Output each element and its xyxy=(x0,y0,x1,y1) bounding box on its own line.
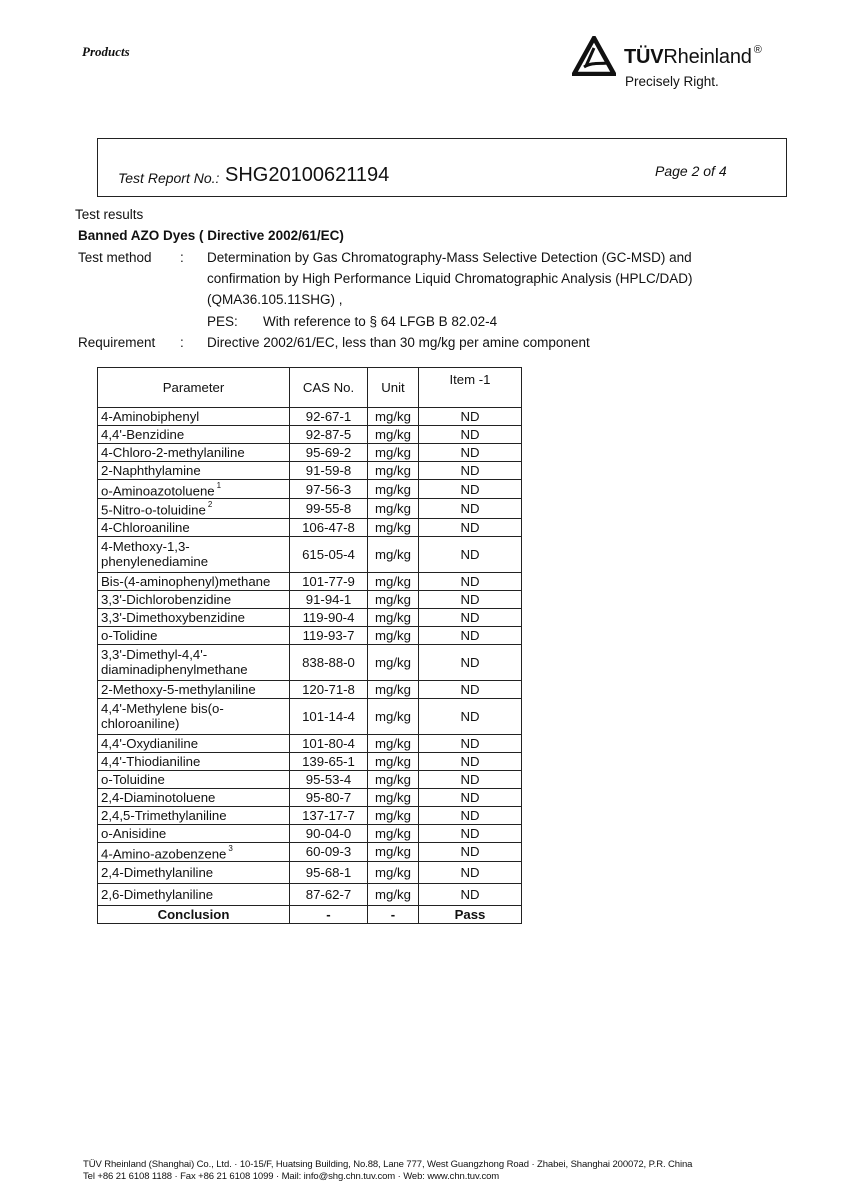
requirement-separator: : xyxy=(180,335,184,350)
table-row xyxy=(98,408,522,426)
cas-number-cell: 99-55-8 xyxy=(290,499,368,518)
parameter-cell xyxy=(98,644,290,680)
cas-number-cell: 92-67-1 xyxy=(290,408,368,426)
unit-cell: mg/kg xyxy=(368,806,419,824)
result-cell: ND xyxy=(419,608,522,626)
table-row xyxy=(98,680,522,698)
result-cell: ND xyxy=(419,752,522,770)
pes-text: With reference to § 64 LFGB B 82.02-4 xyxy=(263,314,498,329)
cas-number-cell: 60-09-3 xyxy=(290,842,368,861)
conclusion-label: Conclusion xyxy=(98,906,290,924)
parameter-name: 2,6-Dimethylaniline xyxy=(101,887,214,903)
cas-number-cell: 91-94-1 xyxy=(290,590,368,608)
brand-bold: TÜV xyxy=(624,46,664,68)
unit-cell: mg/kg xyxy=(368,788,419,806)
parameter-name: Bis-(4-aminophenyl)methane xyxy=(101,573,271,589)
section-subheading: Banned AZO Dyes ( Directive 2002/61/EC) xyxy=(78,228,344,243)
result-cell: ND xyxy=(419,536,522,572)
result-cell: ND xyxy=(419,770,522,788)
parameter-cell xyxy=(98,788,290,806)
table-row xyxy=(98,788,522,806)
brand-name xyxy=(624,46,762,69)
result-cell: ND xyxy=(419,408,522,426)
cas-number-cell: 95-53-4 xyxy=(290,770,368,788)
report-number: SHG20100621194 xyxy=(225,164,390,186)
result-cell: ND xyxy=(419,480,522,499)
parameter-name: o-Toluidine xyxy=(101,771,165,787)
footer-address: TÜV Rheinland (Shanghai) Co., Ltd. · 10-15/F, Huatsing Building, No.88, Lane 777, West Guangzhong Road · Zhabei, Shanghai 200072, P.R. China xyxy=(83,1159,693,1170)
parameter-name: o-Aminoazotoluene xyxy=(101,483,215,499)
parameter-name: 2,4,5-Trimethylaniline xyxy=(101,807,227,823)
result-cell: ND xyxy=(419,518,522,536)
parameter-cell xyxy=(98,444,290,462)
cas-number-cell: 139-65-1 xyxy=(290,752,368,770)
unit-cell: mg/kg xyxy=(368,408,419,426)
unit-cell: mg/kg xyxy=(368,462,419,480)
report-number-label: Test Report No.: xyxy=(118,170,220,186)
table-row xyxy=(98,608,522,626)
column-header-item: Item -1 xyxy=(419,368,522,408)
parameter-cell xyxy=(98,752,290,770)
parameter-cell xyxy=(98,626,290,644)
brand-tagline: Precisely Right. xyxy=(625,74,719,89)
result-cell: ND xyxy=(419,680,522,698)
parameter-name: 4-Methoxy-1,3-phenylenediamine xyxy=(101,539,209,570)
parameter-cell xyxy=(98,884,290,906)
table-header-row xyxy=(98,368,522,408)
table-row xyxy=(98,770,522,788)
requirement-label: Requirement xyxy=(78,335,156,350)
unit-cell: mg/kg xyxy=(368,842,419,861)
table-row xyxy=(98,462,522,480)
cas-number-cell: 91-59-8 xyxy=(290,462,368,480)
parameter-cell xyxy=(98,572,290,590)
unit-cell: mg/kg xyxy=(368,444,419,462)
table-row xyxy=(98,752,522,770)
parameter-name: 4,4'-Thiodianiline xyxy=(101,753,201,769)
table-row xyxy=(98,824,522,842)
table-row xyxy=(98,626,522,644)
cas-number-cell: 106-47-8 xyxy=(290,518,368,536)
cas-number-cell: 615-05-4 xyxy=(290,536,368,572)
result-cell: ND xyxy=(419,572,522,590)
cas-number-cell: 101-77-9 xyxy=(290,572,368,590)
table-row xyxy=(98,499,522,518)
parameter-name: 2-Methoxy-5-methylaniline xyxy=(101,681,256,697)
unit-cell: mg/kg xyxy=(368,518,419,536)
parameter-cell xyxy=(98,499,290,518)
unit-cell: mg/kg xyxy=(368,572,419,590)
footnote-marker: 2 xyxy=(207,500,213,510)
result-cell: ND xyxy=(419,626,522,644)
unit-cell: mg/kg xyxy=(368,608,419,626)
parameter-name: 4-Chloroaniline xyxy=(101,519,190,535)
result-cell: ND xyxy=(419,884,522,906)
column-header-unit: Unit xyxy=(368,368,419,408)
result-cell: ND xyxy=(419,698,522,734)
footnote-marker: 3 xyxy=(228,843,233,853)
page-indicator: Page 2 of 4 xyxy=(655,163,727,179)
parameter-name: o-Anisidine xyxy=(101,825,167,841)
parameter-name: o-Tolidine xyxy=(101,627,158,643)
test-method-label: Test method xyxy=(78,250,152,265)
table-row xyxy=(98,480,522,499)
result-cell: ND xyxy=(419,734,522,752)
result-cell: ND xyxy=(419,644,522,680)
conclusion-cas: - xyxy=(290,906,368,924)
table-row xyxy=(98,590,522,608)
registered-mark: ® xyxy=(753,44,762,56)
unit-cell: mg/kg xyxy=(368,480,419,499)
cas-number-cell: 95-80-7 xyxy=(290,788,368,806)
cas-number-cell: 137-17-7 xyxy=(290,806,368,824)
cas-number-cell: 101-14-4 xyxy=(290,698,368,734)
parameter-name: 4-Amino-azobenzene xyxy=(101,846,227,862)
unit-cell: mg/kg xyxy=(368,884,419,906)
cas-number-cell: 120-71-8 xyxy=(290,680,368,698)
unit-cell: mg/kg xyxy=(368,499,419,518)
parameter-cell xyxy=(98,608,290,626)
parameter-cell xyxy=(98,824,290,842)
unit-cell: mg/kg xyxy=(368,644,419,680)
cas-number-cell: 101-80-4 xyxy=(290,734,368,752)
parameter-name: 4,4'-Benzidine xyxy=(101,427,185,442)
test-method-separator: : xyxy=(180,250,184,265)
table-row xyxy=(98,698,522,734)
parameter-name: 3,3'-Dimethoxybenzidine xyxy=(101,609,245,625)
unit-cell: mg/kg xyxy=(368,536,419,572)
parameter-cell xyxy=(98,842,290,861)
unit-cell: mg/kg xyxy=(368,752,419,770)
parameter-name: 4,4'-Methylene bis(o-chloroaniline) xyxy=(101,701,224,732)
cas-number-cell: 87-62-7 xyxy=(290,884,368,906)
footnote-marker: 1 xyxy=(216,481,222,490)
parameter-cell xyxy=(98,408,290,426)
parameter-name: 2,4-Dimethylaniline xyxy=(101,865,214,881)
result-cell: ND xyxy=(419,426,522,444)
unit-cell: mg/kg xyxy=(368,626,419,644)
unit-cell: mg/kg xyxy=(368,590,419,608)
table-row xyxy=(98,572,522,590)
brand-rest: Rheinland xyxy=(663,46,752,68)
parameter-name: 2-Naphthylamine xyxy=(101,463,201,478)
cas-number-cell: 92-87-5 xyxy=(290,426,368,444)
pes-label: PES: xyxy=(207,314,238,329)
parameter-cell xyxy=(98,462,290,480)
unit-cell: mg/kg xyxy=(368,734,419,752)
section-heading: Test results xyxy=(75,207,144,222)
parameter-cell xyxy=(98,426,290,444)
result-cell: ND xyxy=(419,499,522,518)
cas-number-cell: 119-93-7 xyxy=(290,626,368,644)
cas-number-cell: 90-04-0 xyxy=(290,824,368,842)
parameter-cell xyxy=(98,590,290,608)
parameter-name: 3,3'-Dimethyl-4,4'-diaminadiphenylmethane xyxy=(101,647,248,678)
results-table xyxy=(97,367,522,924)
unit-cell: mg/kg xyxy=(368,770,419,788)
conclusion-unit: - xyxy=(368,906,419,924)
cas-number-cell: 95-68-1 xyxy=(290,862,368,884)
parameter-cell xyxy=(98,806,290,824)
unit-cell: mg/kg xyxy=(368,862,419,884)
result-cell: ND xyxy=(419,788,522,806)
parameter-name: 5-Nitro-o-toluidine xyxy=(101,502,206,518)
tuv-triangle-logo-icon xyxy=(572,36,616,76)
table-row xyxy=(98,862,522,884)
table-row xyxy=(98,426,522,444)
parameter-cell xyxy=(98,734,290,752)
cas-number-cell: 97-56-3 xyxy=(290,480,368,499)
table-row xyxy=(98,444,522,462)
result-cell: ND xyxy=(419,824,522,842)
result-cell: ND xyxy=(419,590,522,608)
footer-contact: Tel +86 21 6108 1188 · Fax +86 21 6108 1099 · Mail: info@shg.chn.tuv.com · Web: www.chn.tuv.com xyxy=(83,1171,500,1182)
parameter-cell xyxy=(98,770,290,788)
cas-number-cell: 119-90-4 xyxy=(290,608,368,626)
cas-number-cell: 95-69-2 xyxy=(290,444,368,462)
table-row xyxy=(98,644,522,680)
conclusion-row xyxy=(98,906,522,924)
result-cell: ND xyxy=(419,462,522,480)
column-header-parameter: Parameter xyxy=(98,368,290,408)
parameter-cell xyxy=(98,698,290,734)
column-header-cas: CAS No. xyxy=(290,368,368,408)
parameter-name: 4-Chloro-2-methylaniline xyxy=(101,445,245,460)
table-row xyxy=(98,734,522,752)
parameter-name: 4-Aminobiphenyl xyxy=(101,409,200,424)
parameter-cell xyxy=(98,680,290,698)
test-method-line-2: confirmation by High Performance Liquid Chromatographic Analysis (HPLC/DAD) xyxy=(207,271,693,286)
table-row xyxy=(98,884,522,906)
table-row xyxy=(98,518,522,536)
result-cell: ND xyxy=(419,444,522,462)
result-cell: ND xyxy=(419,806,522,824)
table-row xyxy=(98,842,522,861)
test-method-line-1: Determination by Gas Chromatography-Mass Selective Detection (GC-MSD) and xyxy=(207,250,692,265)
unit-cell: mg/kg xyxy=(368,824,419,842)
parameter-cell xyxy=(98,536,290,572)
unit-cell: mg/kg xyxy=(368,426,419,444)
parameter-cell xyxy=(98,480,290,499)
table-row xyxy=(98,806,522,824)
result-cell: ND xyxy=(419,842,522,861)
parameter-name: 4,4'-Oxydianiline xyxy=(101,735,199,751)
parameter-name: 2,4-Diaminotoluene xyxy=(101,789,216,805)
unit-cell: mg/kg xyxy=(368,680,419,698)
parameter-cell xyxy=(98,518,290,536)
requirement-text: Directive 2002/61/EC, less than 30 mg/kg per amine component xyxy=(207,335,590,350)
conclusion-result: Pass xyxy=(419,906,522,924)
cas-number-cell: 838-88-0 xyxy=(290,644,368,680)
table-row xyxy=(98,536,522,572)
section-label: Products xyxy=(82,44,130,59)
result-cell: ND xyxy=(419,862,522,884)
unit-cell: mg/kg xyxy=(368,698,419,734)
test-method-line-3: (QMA36.105.11SHG) , xyxy=(207,292,343,307)
parameter-name: 3,3'-Dichlorobenzidine xyxy=(101,591,232,607)
parameter-cell xyxy=(98,862,290,884)
